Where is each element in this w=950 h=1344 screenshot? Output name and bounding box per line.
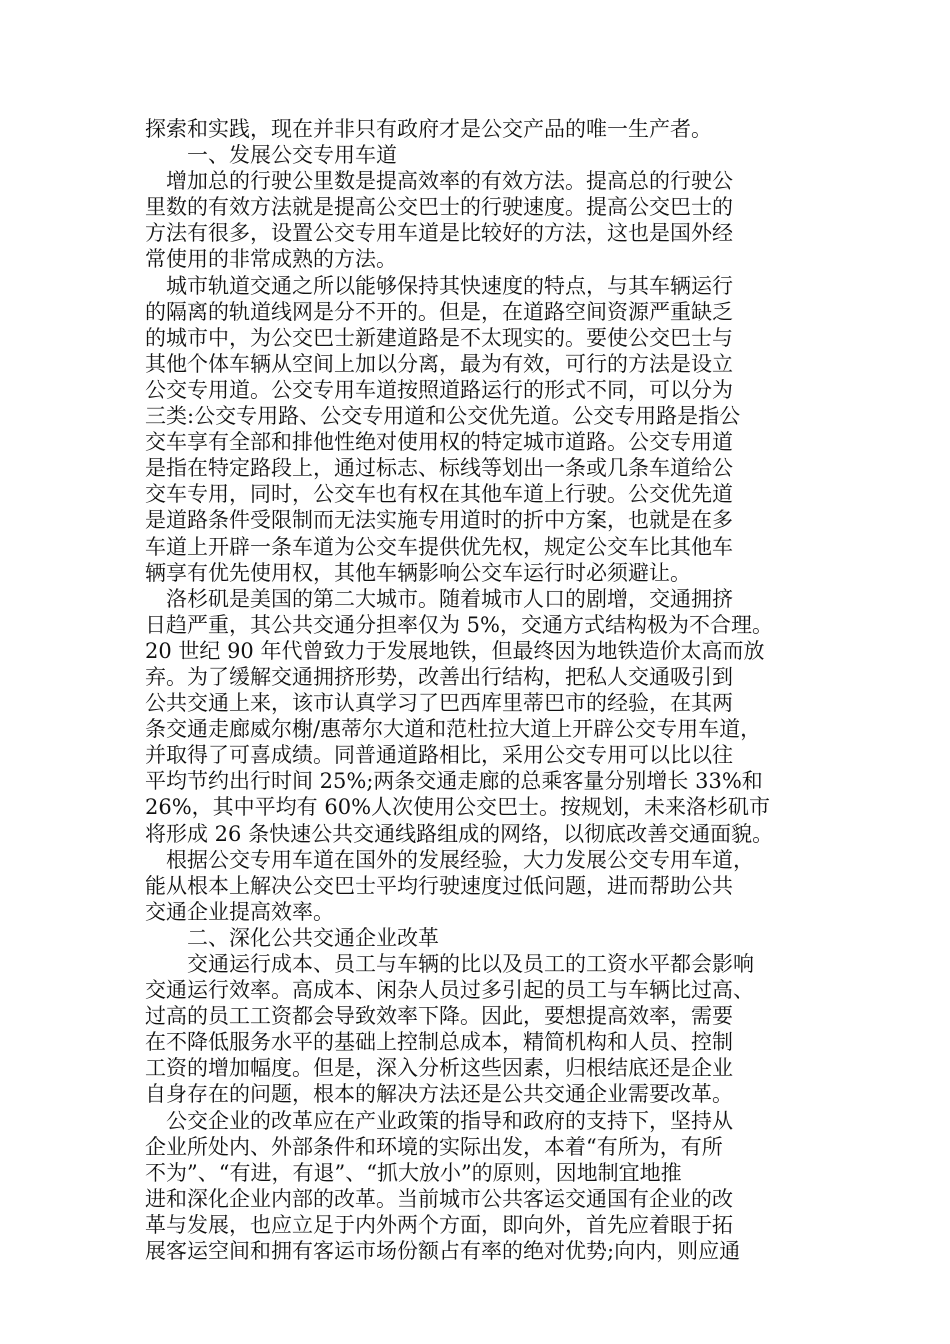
text-line: 是道路条件受限制而无法实施专用道时的折中方案，也就是在多: [145, 508, 733, 533]
text-line: 将形成 26 条快速公共交通线路组成的网络，以彻底改善交通面貌。: [145, 821, 774, 846]
text-line: 条交通走廊威尔榭/惠蒂尔大道和范杜拉大道上开辟公交专用车道，: [145, 717, 762, 742]
text-line: 交通运行效率。高成本、闲杂人员过多引起的员工与车辆比过高、: [145, 978, 754, 1003]
text-line: 能从根本上解决公交巴士平均行驶速度过低问题，进而帮助公共: [145, 873, 733, 898]
text-line: 过高的员工工资都会导致效率下降。因此，要想提高效率，需要: [145, 1004, 733, 1029]
text-line: 交通企业提高效率。: [145, 899, 334, 924]
text-line: 工资的增加幅度。但是，深入分析这些因素，归根结底还是企业: [145, 1056, 733, 1081]
text-line: 公共交通上来，该市认真学习了巴西库里蒂巴市的经验，在其两: [145, 691, 733, 716]
text-line: 辆享有优先使用权，其他车辆影响公交车运行时必须避让。: [145, 560, 691, 585]
text-line: 自身存在的问题，根本的解决方法还是公共交通企业需要改革。: [145, 1082, 733, 1107]
text-line: 根据公交专用车道在国外的发展经验，大力发展公交专用车道，: [145, 847, 754, 872]
text-line: 在不降低服务水平的基础上控制总成本，精简机构和人员、控制: [145, 1030, 733, 1055]
text-line: 企业所处内、外部条件和环境的实际出发，本着“有所为，有所: [145, 1134, 723, 1159]
text-line: 的城市中，为公交巴士新建道路是不太现实的。要使公交巴士与: [145, 325, 733, 350]
text-line: 20 世纪 90 年代曾致力于发展地铁，但最终因为地铁造价太高而放: [145, 638, 765, 663]
text-line: 并取得了可喜成绩。同普通道路相比，采用公交专用可以比以往: [145, 743, 733, 768]
text-line: 的隔离的轨道线网是分不开的。但是，在道路空间资源严重缺乏: [145, 299, 733, 324]
text-line: 洛杉矶是美国的第二大城市。随着城市人口的剧增，交通拥挤: [145, 586, 733, 611]
text-line: 日趋严重，其公共交通分担率仅为 5%，交通方式结构极为不合理。: [145, 612, 773, 637]
text-line: 其他个体车辆从空间上加以分离，最为有效，可行的方法是设立: [145, 351, 733, 376]
text-line: 里数的有效方法就是提高公交巴士的行驶速度。提高公交巴士的: [145, 195, 733, 220]
text-line: 探索和实践，现在并非只有政府才是公交产品的唯一生产者。: [145, 117, 712, 141]
text-line: 进和深化企业内部的改革。当前城市公共客运交通国有企业的改: [145, 1186, 733, 1211]
text-line: 不为”、“有进，有退”、“抓大放小”的原则，因地制宜地推: [145, 1160, 682, 1185]
text-line: 公交专用道。公交专用车道按照道路运行的形式不同，可以分为: [145, 377, 733, 402]
text-line: 一、发展公交专用车道: [145, 143, 397, 168]
text-line: 展客运空间和拥有客运市场份额占有率的绝对优势;向内，则应通: [145, 1239, 741, 1264]
text-line: 交车享有全部和排他性绝对使用权的特定城市道路。公交专用道: [145, 430, 733, 455]
text-line: 平均节约出行时间 25%;两条交通走廊的总乘客量分别增长 33%和: [145, 769, 763, 794]
text-line: 革与发展，也应立足于内外两个方面，即向外，首先应着眼于拓: [145, 1212, 733, 1237]
text-line: 增加总的行驶公里数是提高效率的有效方法。提高总的行驶公: [145, 169, 733, 194]
text-line: 车道上开辟一条车道为公交车提供优先权，规定公交车比其他车: [145, 534, 733, 559]
text-line: 交通运行成本、员工与车辆的比以及员工的工资水平都会影响: [145, 952, 754, 976]
text-line: 城市轨道交通之所以能够保持其快速度的特点，与其车辆运行: [145, 273, 733, 298]
document-body: [145, 116, 805, 1264]
text-line: 方法有很多，设置公交专用车道是比较好的方法，这也是国外经: [145, 221, 733, 246]
text-line: 公交企业的改革应在产业政策的指导和政府的支持下，坚持从: [145, 1108, 733, 1133]
text-line: 是指在特定路段上，通过标志、标线等划出一条或几条车道给公: [145, 456, 733, 481]
text-line: 交车专用，同时，公交车也有权在其他车道上行驶。公交优先道: [145, 482, 733, 507]
text-line: 三类:公交专用路、公交专用道和公交优先道。公交专用路是指公: [145, 404, 741, 429]
text-line: 常使用的非常成熟的方法。: [145, 247, 397, 272]
text-line: 弃。为了缓解交通拥挤形势，改善出行结构，把私人交通吸引到: [145, 664, 733, 689]
text-line: 二、深化公共交通企业改革: [145, 925, 439, 950]
text-line: 26%，其中平均有 60%人次使用公交巴士。按规划，未来洛杉矶市: [145, 795, 771, 820]
